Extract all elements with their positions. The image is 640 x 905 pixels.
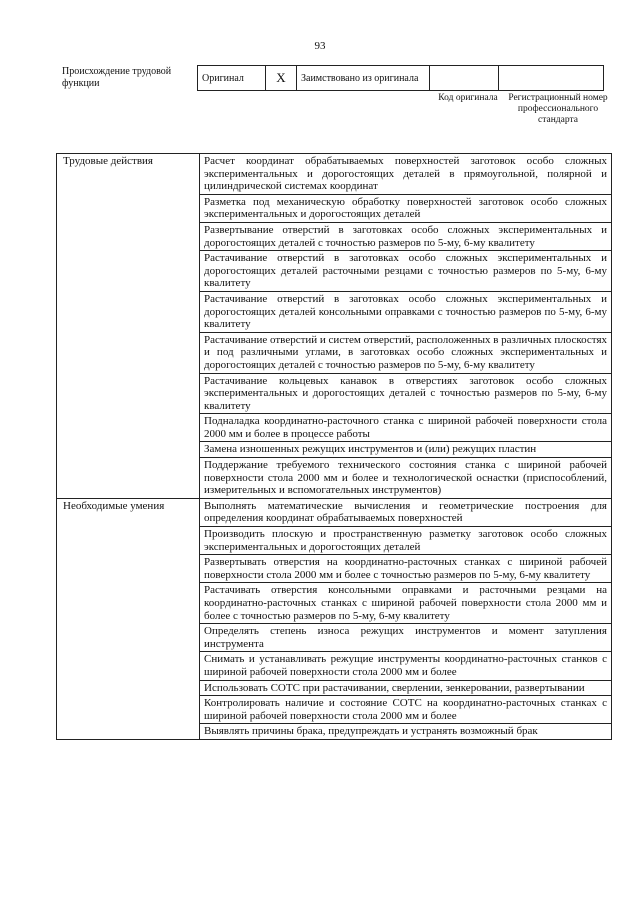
list-item: Снимать и устанавливать режущие инструменты координатно-расточных станков с шириной рабочей поверхности стола 2000 мм и более [200,652,612,680]
code-cell [430,66,499,91]
list-item: Выполнять математические вычисления и геометрические построения для определения координат обрабатываемых поверхностей [200,498,612,526]
list-item: Развертывание отверстий в заготовках особо сложных экспериментальных и дорогостоящих деталей с точностью размеров по 5-му, 6-му квалитету [200,222,612,250]
list-item: Расчет координат обрабатываемых поверхностей заготовок особо сложных экспериментальных и дорогостоящих деталей в прямоугольной, полярной и цилиндрической системах координат [200,154,612,195]
list-item: Использовать СОТС при растачивании, сверлении, зенкеровании, развертывании [200,680,612,696]
page-number: 93 [314,40,326,52]
list-item: Разметка под механическую обработку поверхностей заготовок особо сложных экспериментальных и дорогостоящих деталей [200,194,612,222]
list-item: Растачивание отверстий в заготовках особо сложных экспериментальных и дорогостоящих деталей расточными резцами с точностью размеров по 5-му, 6-му квалитету [200,251,612,292]
reg-caption: Регистрационный номер профессионального стандарта [508,93,608,125]
list-item: Производить плоскую и пространственную разметку заготовок особо сложных экспериментальных и дорогостоящих деталей [200,527,612,555]
functions-table [56,153,612,740]
list-item: Растачивание кольцевых канавок в отверстиях заготовок особо сложных экспериментальных и дорогостоящих деталей с точностью размеров по 5-му, 6-му квалитету [200,373,612,414]
list-item: Замена изношенных режущих инструментов и (или) режущих пластин [200,442,612,458]
table-row [57,154,612,195]
list-item: Растачивание отверстий в заготовках особо сложных экспериментальных и дорогостоящих деталей консольными оправками с точностью размеров по 5-му, 6-му квалитету [200,291,612,332]
origin-label: Происхождение трудовой функции [62,66,172,89]
list-item: Растачивать отверстия консольными оправками и расточными резцами на координатно-расточных станках с шириной рабочей поверхности стола 2000 мм и более с точностью размеров по 5-му, 6-му квалитету [200,583,612,624]
section-title: Трудовые действия [57,154,200,499]
code-caption: Код оригинала [438,93,498,103]
table-row [57,498,612,526]
section-title: Необходимые умения [57,498,200,739]
origin-table [197,65,604,91]
list-item: Подналадка координатно-расточного станка с шириной рабочей поверхности стола 2000 мм и более в процессе работы [200,414,612,442]
list-item: Поддержание требуемого технического состояния станка с шириной рабочей поверхности стола 2000 мм и более и технологической оснастки (приспособлений, измерительных и вспомогательных инструментов) [200,458,612,499]
reg-number-cell [499,66,604,91]
original-label: Оригинал [198,66,266,91]
borrowed-label: Заимствовано из оригинала [297,66,430,91]
list-item: Выявлять причины брака, предупреждать и устранять возможный брак [200,724,612,740]
list-item: Определять степень износа режущих инструментов и момент затупления инструмента [200,624,612,652]
list-item: Растачивание отверстий и систем отверстий, расположенных в различных плоскостях и под различными углами, в заготовках особо сложных экспериментальных и дорогостоящих деталей с точностью размеров по 5-му, 6-му квалитету [200,332,612,373]
original-mark: X [266,66,297,91]
list-item: Контролировать наличие и состояние СОТС на координатно-расточных станках с шириной рабочей поверхности стола 2000 мм и более [200,696,612,724]
list-item: Развертывать отверстия на координатно-расточных станках с шириной рабочей поверхности стола 2000 мм и более с точностью размеров по 5-му, 6-му квалитету [200,555,612,583]
